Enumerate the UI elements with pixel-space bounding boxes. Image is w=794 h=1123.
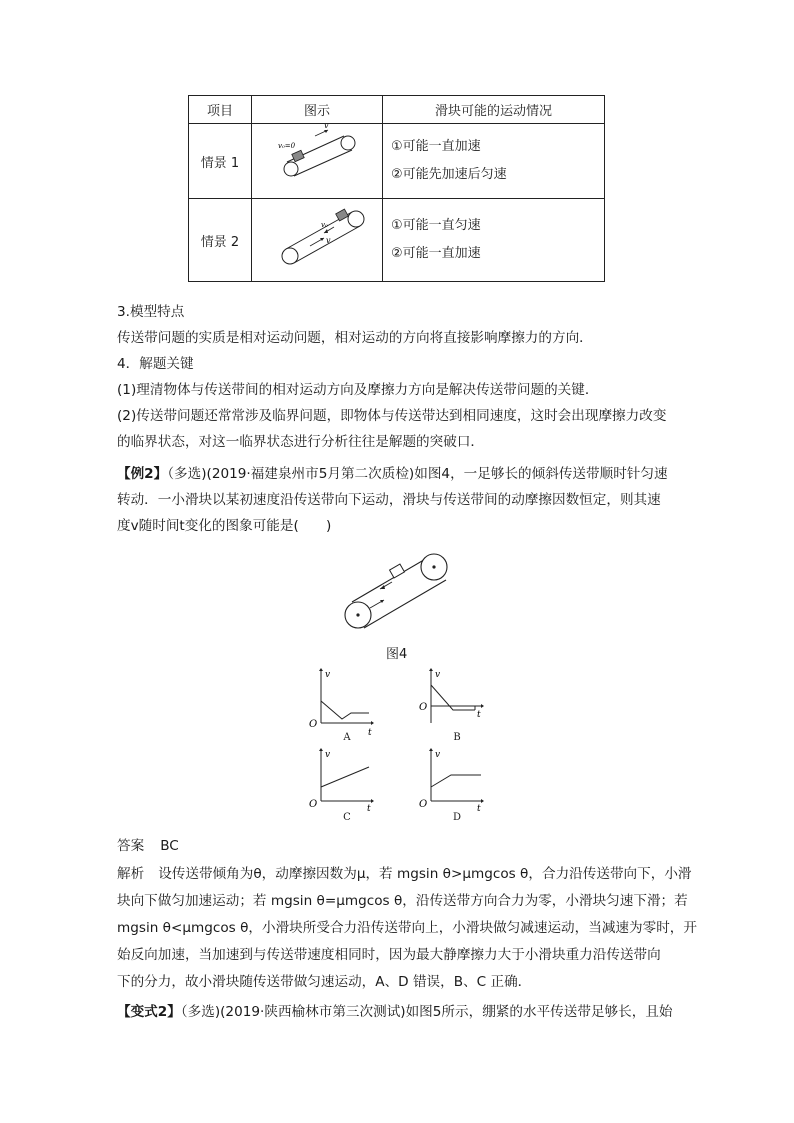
header-figure: 图示	[252, 96, 383, 124]
v-axis-label: v	[435, 750, 441, 760]
answer-value: BC	[160, 838, 179, 854]
scenario-name: 情景 2	[189, 199, 252, 282]
section-4-heading: 4．解题关键	[117, 356, 194, 372]
table-header-row	[189, 96, 605, 124]
origin-label: O	[309, 799, 318, 810]
example-tag: 【例2】	[117, 466, 168, 482]
case-item: ①可能一直加速	[391, 139, 481, 154]
table-row	[189, 199, 605, 282]
v-axis-label: v	[325, 750, 331, 760]
inclined-belt-diagram	[252, 199, 382, 277]
answer-line	[117, 834, 179, 858]
scenario-table	[188, 95, 605, 282]
pulley	[282, 248, 298, 264]
slider-block	[390, 564, 405, 578]
header-motion: 滑块可能的运动情况	[383, 96, 605, 124]
example-line-2: 转动．一小滑块以某初速度沿传送带向下运动，滑块与传送带间的动摩擦因数恒定，则其速	[117, 492, 661, 508]
header-item: 项目	[189, 96, 252, 124]
analysis-text: 设传送带倾角为θ，动摩擦因数为μ，若 mgsin θ>μmgcos θ，合力沿传送带向下，小滑	[158, 866, 692, 882]
analysis-line-1	[117, 862, 692, 886]
analysis-line-5: 下的分力，故小滑块随传送带做匀速运动，A、D 错误，B、C 正确．	[117, 974, 532, 990]
scenario-name: 情景 1	[189, 124, 252, 199]
section-4-point-1: (1)理清物体与传送带间的相对运动方向及摩擦力方向是解决传送带问题的关键．	[117, 382, 599, 398]
analysis-label: 解析	[117, 866, 145, 882]
case-item: ②可能一直加速	[391, 246, 481, 261]
t-axis-label: t	[367, 804, 371, 814]
figure-4-caption: 图4	[386, 647, 408, 662]
velocity-curve	[321, 767, 369, 787]
graph-a	[305, 665, 375, 737]
example-text: （多选)(2019·福建泉州市5月第二次质检)如图4，一足够长的倾斜传送带顺时针匀速	[167, 466, 668, 482]
v-axis-label: v	[435, 670, 441, 680]
section-4-point-2: (2)传送带问题还常常涉及临界问题，即物体与传送带达到相同速度，这时会出现摩擦力改变	[117, 408, 667, 424]
scenario-1-figure	[252, 124, 383, 199]
velocity-curve	[321, 701, 369, 719]
t-axis-label: t	[368, 728, 372, 737]
origin-label: O	[309, 719, 318, 730]
example-line-1	[117, 462, 668, 486]
scenario-2-cases	[383, 199, 605, 282]
analysis-line-2: 块向下做匀加速运动；若 mgsin θ=μmgcos θ，沿传送带方向合力为零，小滑块匀速下滑；若	[117, 893, 688, 909]
graph-c-label: C	[343, 812, 351, 823]
section-3-text: 传送带问题的实质是相对运动问题，相对运动的方向将直接影响摩擦力的方向．	[117, 330, 593, 346]
variant-tag: 【变式2】	[117, 1004, 181, 1020]
analysis-line-4: 始反向加速，当加速到与传送带速度相同时，因为最大静摩擦力大于小滑块重力沿传送带向	[117, 947, 661, 963]
case-item: ①可能一直匀速	[391, 218, 481, 233]
pulley	[284, 162, 298, 176]
horizontal-belt-diagram	[252, 124, 382, 194]
table-row	[189, 124, 605, 199]
slider-block	[336, 209, 349, 221]
example-line-3: 度v随时间t变化的图象可能是( )	[117, 518, 332, 534]
velocity-curve	[431, 775, 481, 787]
graph-d-label: D	[452, 812, 462, 823]
variant-text: （多选)(2019·陕西榆林市第三次测试)如图5所示，绷紧的水平传送带足够长，且始	[180, 1004, 673, 1020]
pulley	[348, 211, 364, 227]
section-3-heading: 3.模型特点	[117, 304, 185, 320]
variant-line	[117, 1000, 673, 1024]
graph-b-label: B	[453, 732, 461, 743]
pulley	[341, 136, 355, 150]
initial-velocity-label: v₀	[321, 221, 328, 229]
origin-label: O	[419, 799, 428, 810]
graph-d	[415, 745, 487, 815]
slider-block	[292, 150, 304, 161]
graph-b	[415, 665, 487, 737]
case-item: ②可能先加速后匀速	[391, 167, 507, 182]
answer-label: 答案	[117, 838, 145, 854]
belt-velocity-label: v	[324, 124, 329, 130]
figure-4-diagram	[340, 548, 460, 636]
t-axis-label: t	[477, 804, 481, 814]
graph-c	[305, 745, 375, 815]
origin-label: O	[419, 702, 428, 713]
scenario-1-cases	[383, 124, 605, 199]
scenario-2-figure	[252, 199, 383, 282]
belt-velocity-label: v	[326, 236, 331, 245]
section-4-point-2-cont: 的临界状态，对这一临界状态进行分析往往是解题的突破口．	[117, 434, 485, 450]
t-axis-label: t	[477, 710, 481, 720]
initial-velocity-label: v₀=0	[278, 142, 296, 150]
analysis-line-3: mgsin θ<μmgcos θ，小滑块所受合力沿传送带向上，小滑块做匀减速运动，当减速为零时，开	[117, 920, 697, 936]
graph-a-label: A	[343, 732, 351, 743]
v-axis-label: v	[325, 670, 331, 680]
